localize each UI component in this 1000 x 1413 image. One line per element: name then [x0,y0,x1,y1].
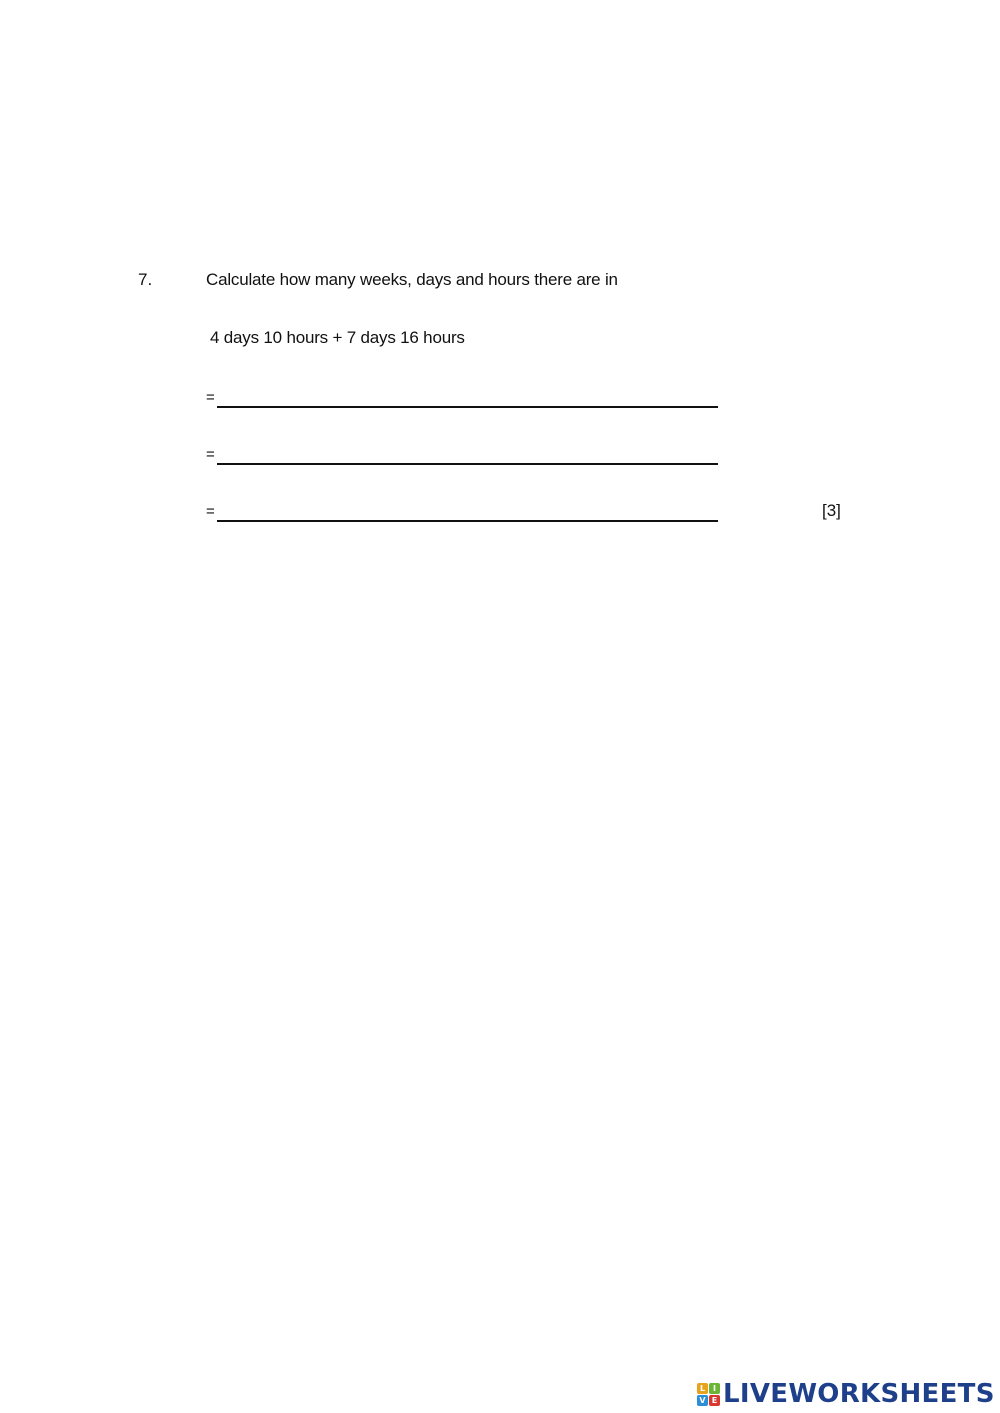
marks-label: [3] [822,501,841,520]
question-number: 7. [138,270,153,289]
question-expression: 4 days 10 hours + 7 days 16 hours [210,328,465,347]
answer-line-2[interactable] [206,445,718,469]
answer-line-1[interactable] [206,388,718,412]
logo-badge-icon [697,1383,720,1406]
answer-underline [217,406,718,408]
logo-badge-letter: V [697,1395,708,1406]
logo-text: LIVEWORKSHEETS [723,1379,995,1409]
liveworksheets-logo [697,1378,995,1410]
equals-sign: = [206,389,215,406]
question-prompt: Calculate how many weeks, days and hours there are in [206,270,618,289]
logo-badge-letter: E [709,1395,720,1406]
logo-badge-letter: I [709,1383,720,1394]
equals-sign: = [206,446,215,463]
answer-line-3[interactable] [206,502,718,526]
logo-badge-letter: L [697,1383,708,1394]
answer-underline [217,463,718,465]
equals-sign: = [206,503,215,520]
answer-underline [217,520,718,522]
